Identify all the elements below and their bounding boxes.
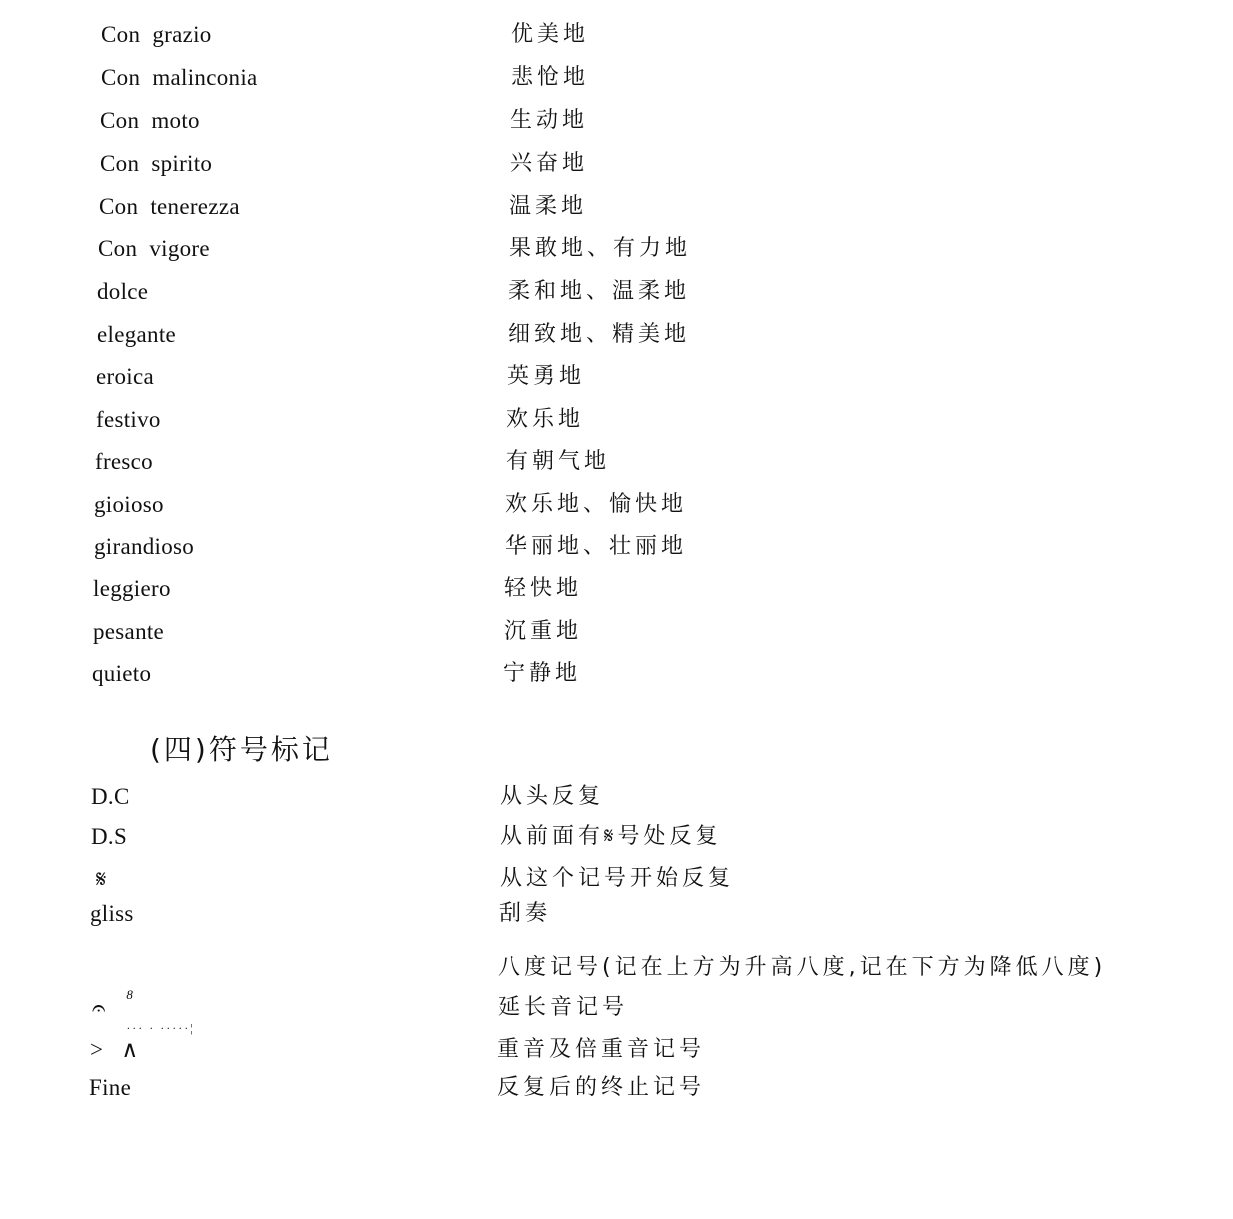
italian-term: Con vigore bbox=[98, 236, 210, 261]
term-row bbox=[0, 659, 1200, 699]
symbol-meaning: 刮奏 bbox=[499, 901, 552, 926]
italian-term: Con moto bbox=[100, 108, 200, 133]
term-row bbox=[0, 447, 1200, 487]
term-row bbox=[0, 20, 1200, 60]
symbol-row bbox=[0, 1073, 1200, 1113]
symbol-term: Fine bbox=[89, 1075, 132, 1100]
chinese-meaning: 欢乐地 bbox=[506, 407, 585, 432]
symbol-row bbox=[0, 899, 1200, 939]
symbol-row bbox=[0, 1035, 1200, 1075]
term-row bbox=[0, 617, 1200, 657]
italian-term: gioioso bbox=[94, 492, 164, 517]
chinese-meaning: 兴奋地 bbox=[510, 151, 589, 176]
symbol-meaning: 反复后的终止记号 bbox=[497, 1075, 706, 1100]
chinese-meaning: 有朝气地 bbox=[506, 449, 611, 474]
symbol-term: gliss bbox=[90, 901, 134, 926]
term-row bbox=[0, 192, 1200, 232]
symbol-term: D.S bbox=[91, 824, 128, 849]
symbol-row bbox=[0, 864, 1200, 904]
symbol-meaning: 八度记号(记在上方为升高八度,记在下方为降低八度) bbox=[498, 955, 1107, 980]
italian-term: eroica bbox=[96, 364, 154, 389]
chinese-meaning: 华丽地、壮丽地 bbox=[505, 534, 688, 559]
chinese-meaning: 细致地、精美地 bbox=[508, 322, 691, 347]
octave-number: 8 bbox=[126, 987, 134, 1002]
accent-marks: > ∧ bbox=[90, 1037, 139, 1062]
symbol-meaning: 重音及倍重音记号 bbox=[497, 1037, 706, 1062]
italian-term: girandioso bbox=[94, 534, 195, 559]
term-row bbox=[0, 234, 1200, 274]
italian-term: Con malinconia bbox=[101, 65, 258, 90]
italian-term: festivo bbox=[96, 407, 161, 432]
italian-term: quieto bbox=[92, 661, 152, 686]
term-row bbox=[0, 106, 1200, 146]
italian-term: elegante bbox=[97, 322, 177, 347]
segno-icon: 𝄋 bbox=[96, 865, 107, 893]
symbol-row bbox=[0, 822, 1200, 862]
chinese-meaning: 悲怆地 bbox=[511, 65, 590, 90]
chinese-meaning: 果敢地、有力地 bbox=[509, 236, 692, 261]
italian-term: fresco bbox=[95, 449, 153, 474]
italian-term: pesante bbox=[93, 619, 165, 644]
term-row bbox=[0, 532, 1200, 572]
italian-term: Con tenerezza bbox=[99, 194, 240, 219]
chinese-meaning: 轻快地 bbox=[504, 576, 583, 601]
symbol-meaning: 从前面有𝄋号处反复 bbox=[500, 824, 722, 849]
octave-dotted-line: ··· · ·····¦ bbox=[126, 1021, 195, 1035]
fermata-icon: 𝄐 bbox=[92, 994, 106, 1022]
term-row bbox=[0, 574, 1200, 614]
symbol-meaning: 从头反复 bbox=[500, 784, 605, 809]
chinese-meaning: 柔和地、温柔地 bbox=[508, 279, 691, 304]
term-row bbox=[0, 320, 1200, 360]
chinese-meaning: 优美地 bbox=[511, 22, 590, 47]
section-heading: (四)符号标记 bbox=[150, 733, 333, 766]
term-row bbox=[0, 277, 1200, 317]
chinese-meaning: 生动地 bbox=[510, 108, 589, 133]
chinese-meaning: 沉重地 bbox=[504, 619, 583, 644]
symbol-term: D.C bbox=[91, 784, 130, 809]
italian-term: Con grazio bbox=[101, 22, 212, 47]
symbol-meaning: 延长音记号 bbox=[498, 995, 629, 1020]
term-row bbox=[0, 405, 1200, 445]
symbol-row bbox=[0, 782, 1200, 822]
term-row bbox=[0, 63, 1200, 103]
italian-term: leggiero bbox=[93, 576, 171, 601]
symbol-row bbox=[0, 993, 1200, 1033]
italian-term: dolce bbox=[97, 279, 149, 304]
chinese-meaning: 宁静地 bbox=[503, 661, 582, 686]
term-row bbox=[0, 149, 1200, 189]
chinese-meaning: 英勇地 bbox=[507, 364, 586, 389]
symbol-meaning: 从这个记号开始反复 bbox=[500, 866, 735, 891]
term-row bbox=[0, 490, 1200, 530]
term-row bbox=[0, 362, 1200, 402]
chinese-meaning: 温柔地 bbox=[509, 194, 588, 219]
italian-term: Con spirito bbox=[100, 151, 213, 176]
chinese-meaning: 欢乐地、愉快地 bbox=[505, 492, 688, 517]
